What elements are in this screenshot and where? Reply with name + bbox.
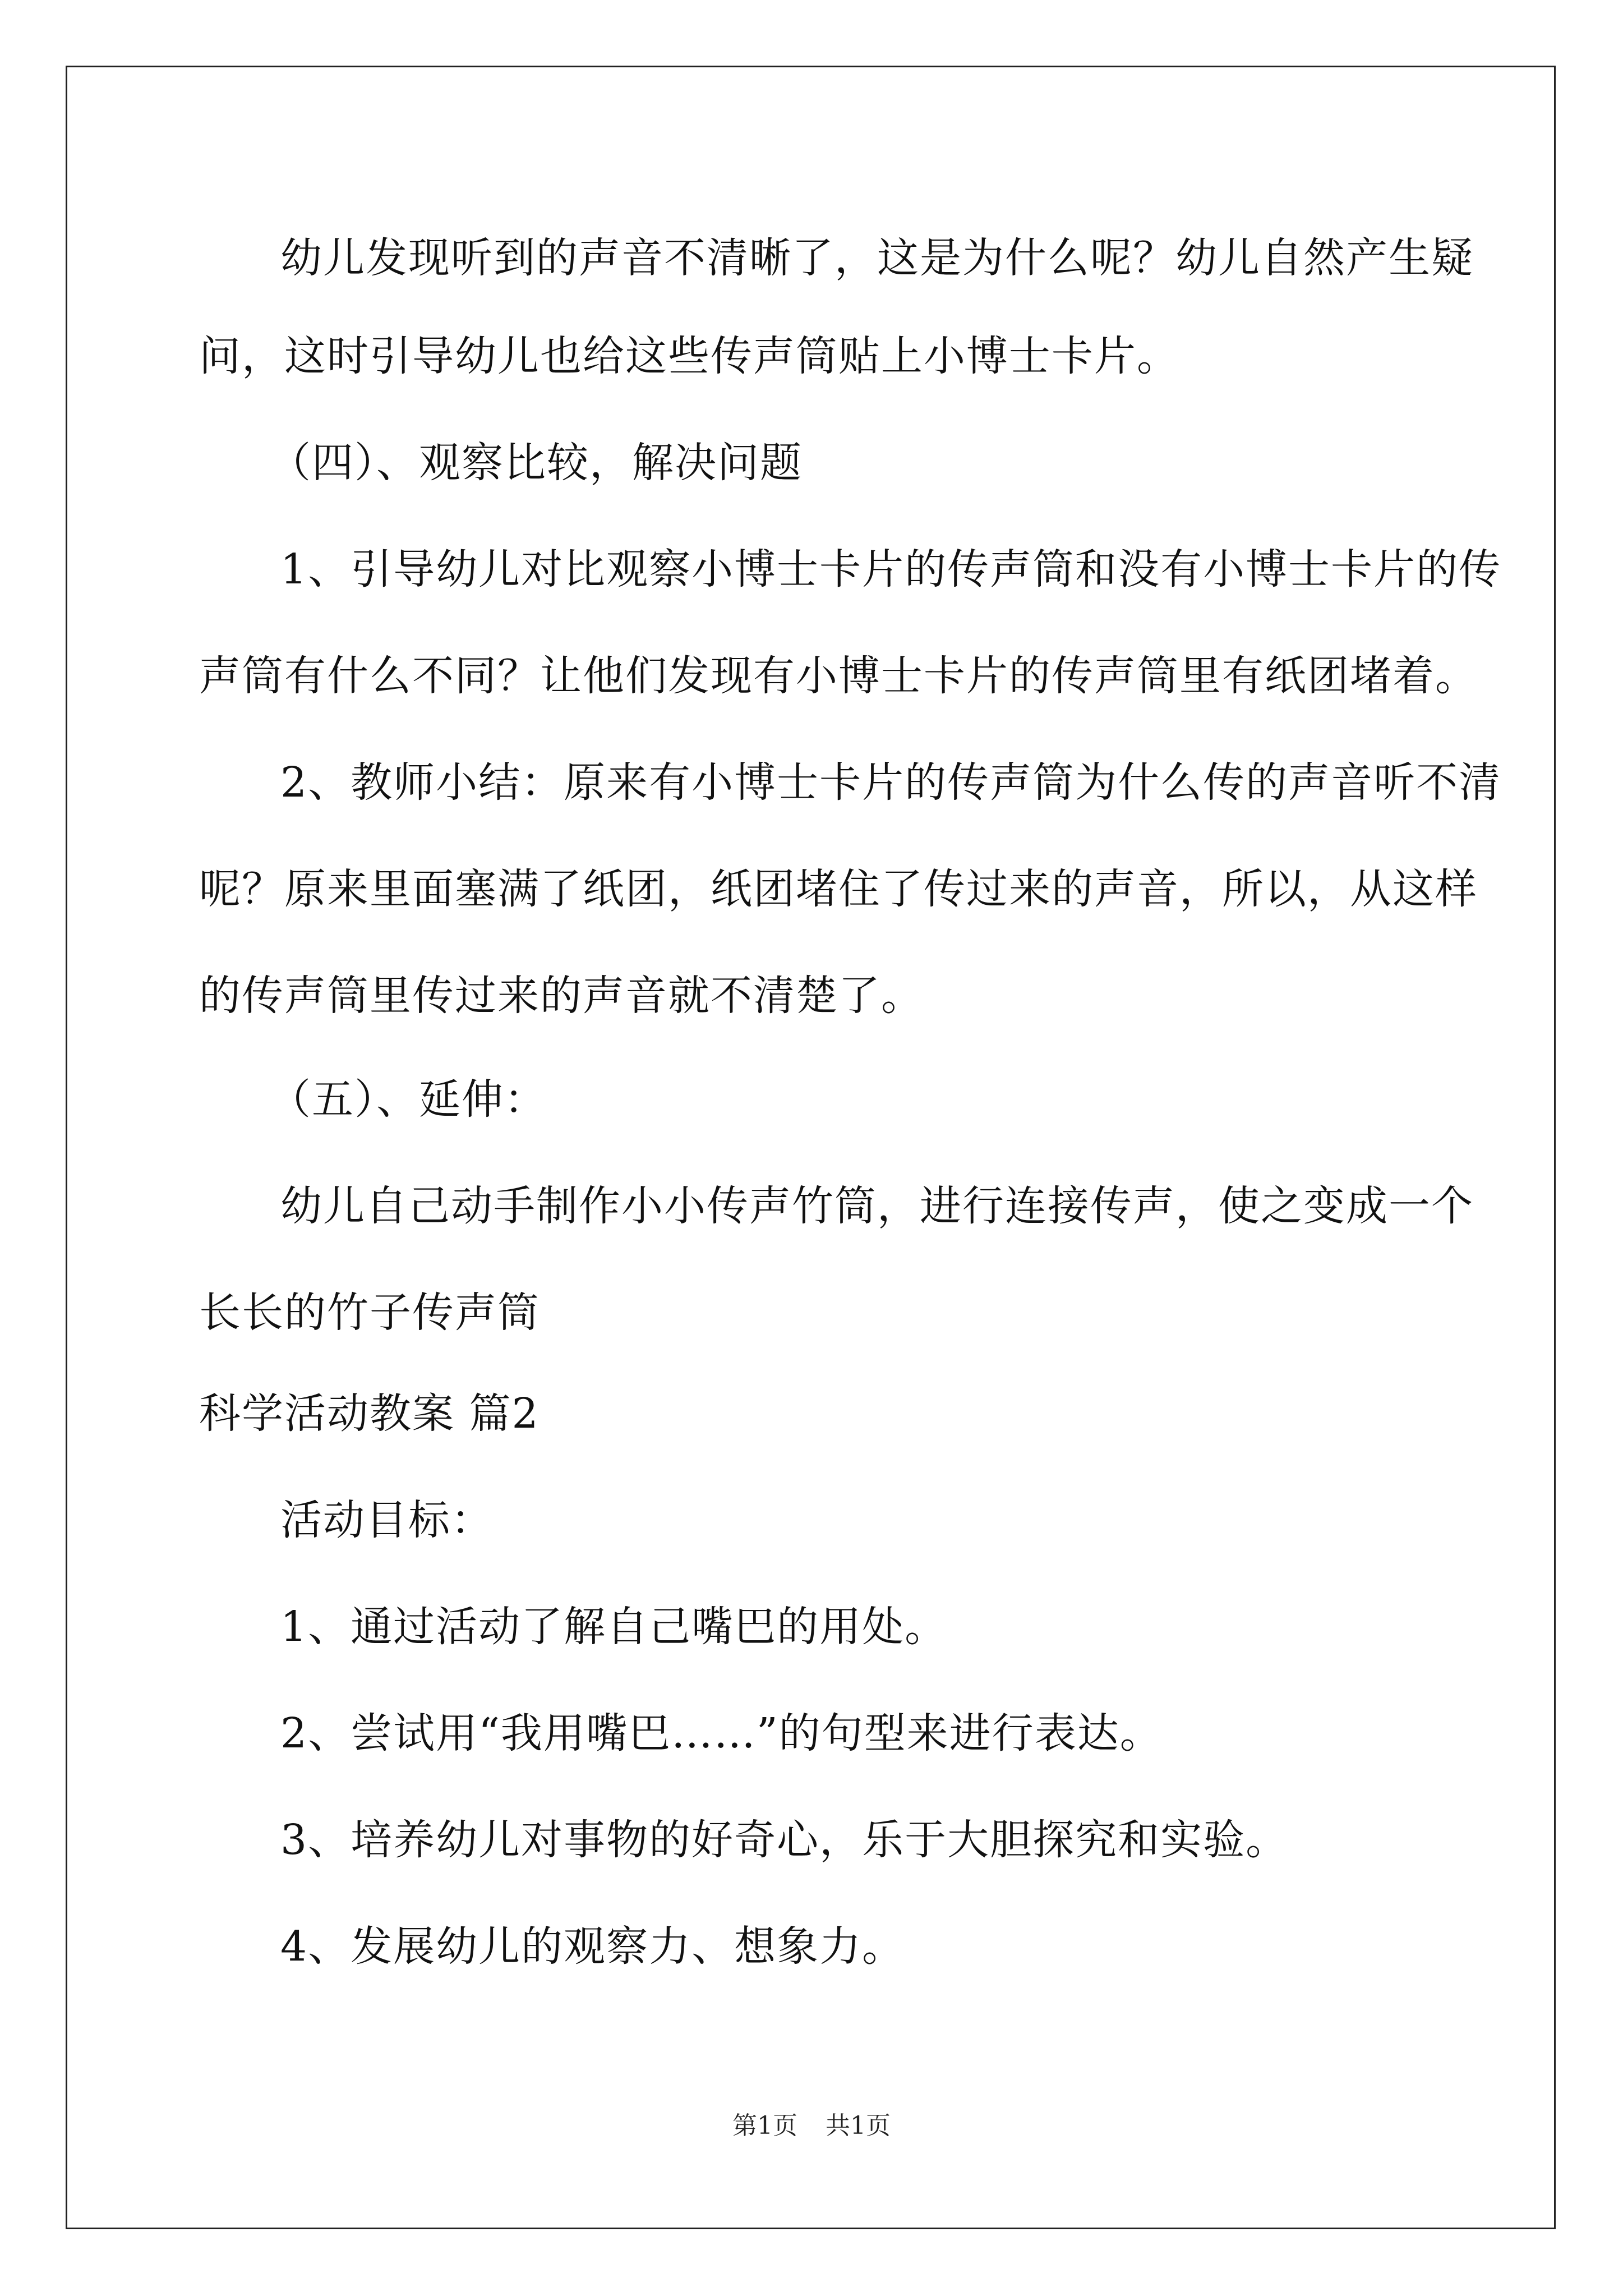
list-item: 2、尝试用“我用嘴巴……”的句型来进行表达。 [280,1709,1163,1757]
paragraph-text: 幼儿自己动手制作小小传声竹筒，进行连接传声，使之变成一个 [280,1182,1474,1230]
paragraph-text: 1、引导幼儿对比观察小博士卡片的传声筒和没有小博士卡片的传 [280,545,1502,593]
paragraph-text: 呢？原来里面塞满了纸团，纸团堵住了传过来的声音，所以，从这样 [199,865,1478,913]
paragraph-text: 长长的竹子传声筒 [199,1289,540,1337]
page-footer [0,2109,1623,2143]
list-item: 4、发展幼儿的观察力、想象力。 [280,1922,905,1971]
document-title: 科学活动教案 篇2 [199,1389,540,1438]
paragraph-text: 2、教师小结：原来有小博士卡片的传声筒为什么传的声音听不清 [280,758,1502,807]
paragraph-text: 声筒有什么不同？让他们发现有小博士卡片的传声筒里有纸团堵着。 [199,652,1478,700]
page-total: 共1页 [826,2111,891,2140]
list-item: 1、通过活动了解自己嘴巴的用处。 [280,1603,948,1651]
page-border [66,66,1556,2229]
paragraph-text: 问，这时引导幼儿也给这些传声筒贴上小博士卡片。 [199,332,1179,380]
paragraph-text: 的传声筒里传过来的声音就不清楚了。 [199,972,924,1020]
section-heading: （四）、观察比较，解决问题 [269,439,803,487]
section-heading: 活动目标： [280,1496,494,1544]
section-heading: （五）、延伸： [269,1075,547,1124]
paragraph-text: 幼儿发现听到的声音不清晰了，这是为什么呢？幼儿自然产生疑 [280,234,1474,282]
list-item: 3、培养幼儿对事物的好奇心，乐于大胆探究和实验。 [280,1816,1289,1864]
page-number: 第1页 [732,2111,797,2140]
